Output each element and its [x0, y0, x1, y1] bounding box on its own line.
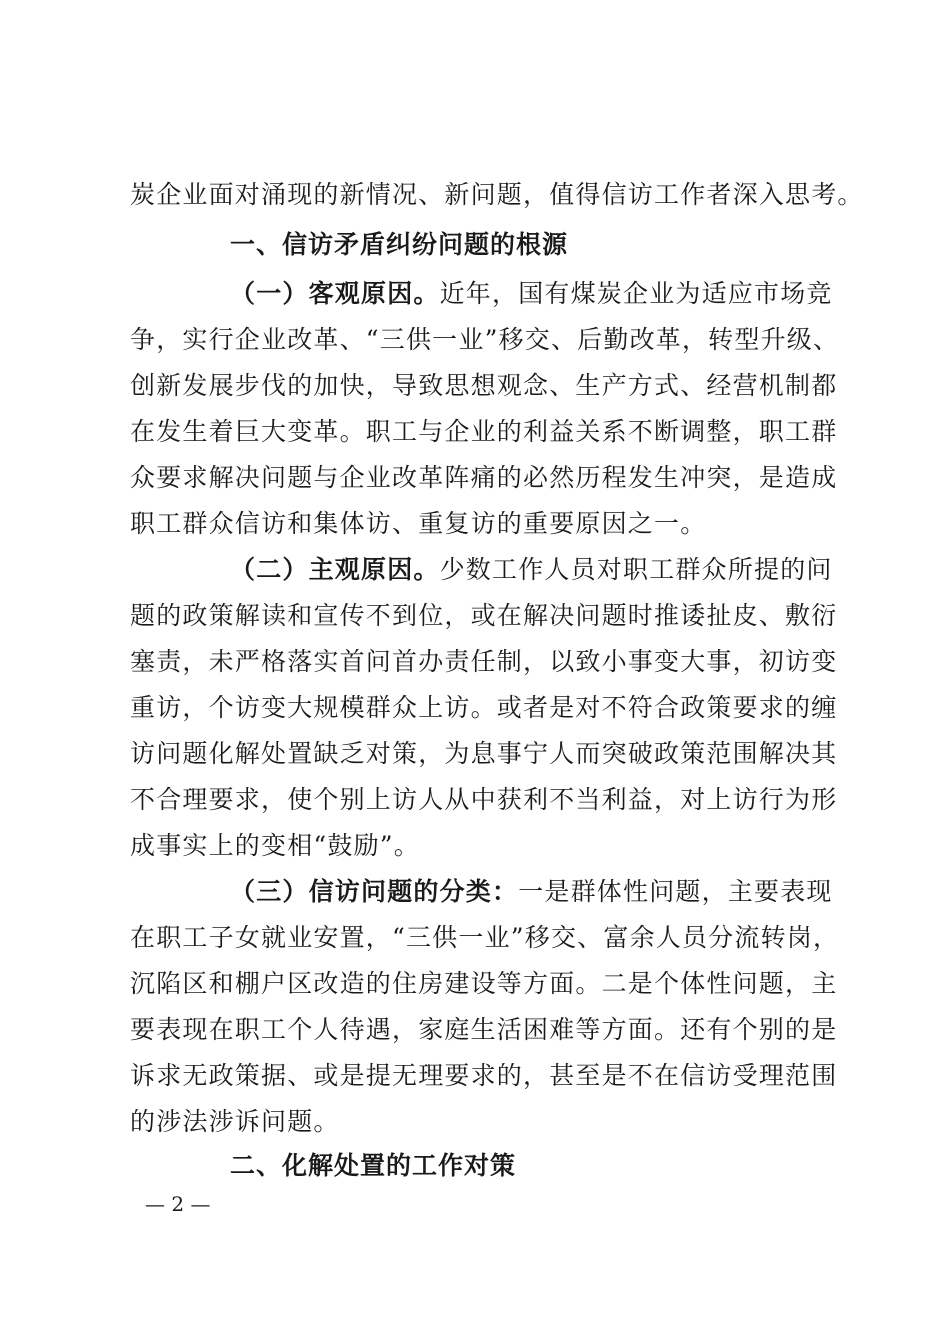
paragraph-2-line: 题的政策解读和宣传不到位，或在解决问题时推诿扯皮、敷衍: [130, 601, 838, 630]
paragraph-3-line: 一是群体性问题，主要表现: [518, 877, 833, 906]
paragraph-2-line: 成事实上的变相“鼓励”。: [130, 831, 420, 860]
paragraph-1-first-line: [230, 276, 833, 312]
paragraph-2-line: 塞责，未严格落实首问首办责任制，以致小事变大事，初访变: [130, 647, 838, 676]
paragraph-1-line: 众要求解决问题与企业改革阵痛的必然历程发生冲突，是造成: [130, 463, 838, 492]
intro-line: 炭企业面对涌现的新情况、新问题，值得信访工作者深入思考。: [130, 180, 864, 209]
paragraph-1-line: 在发生着巨大变革。职工与企业的利益关系不断调整，职工群: [130, 417, 838, 446]
paragraph-1-subheading: （一）客观原因。: [230, 279, 440, 308]
paragraph-3-line: 在职工子女就业安置，“三供一业”移交、富余人员分流转岗，: [130, 923, 840, 952]
paragraph-3-line: 诉求无政策据、或是提无理要求的，甚至是不在信访受理范围: [130, 1061, 838, 1090]
paragraph-3-subheading: （三）信访问题的分类：: [230, 877, 519, 906]
paragraph-2-first-line: [230, 552, 833, 588]
paragraph-3-first-line: [230, 874, 833, 910]
paragraph-1-line: 职工群众信访和集体访、重复访的重要原因之一。: [130, 509, 707, 538]
paragraph-2-subheading: （二）主观原因。: [230, 555, 440, 584]
paragraph-2-line: 少数工作人员对职工群众所提的问: [439, 555, 833, 584]
section-2-heading: 二、化解处置的工作对策: [230, 1151, 517, 1180]
paragraph-3-line: 的涉法涉诉问题。: [130, 1107, 340, 1136]
paragraph-2-line: 重访，个访变大规模群众上访。或者是对不符合政策要求的缠: [130, 693, 838, 722]
paragraph-2-line: 访问题化解处置缺乏对策，为息事宁人而突破政策范围解决其: [130, 739, 838, 768]
paragraph-3-line: 要表现在职工个人待遇，家庭生活困难等方面。还有个别的是: [130, 1015, 838, 1044]
paragraph-3-line: 沉陷区和棚户区改造的住房建设等方面。二是个体性问题，主: [130, 969, 838, 998]
page-number: — 2 —: [145, 1192, 211, 1216]
paragraph-1-line: 争，实行企业改革、“三供一业”移交、后勤改革，转型升级、: [130, 325, 840, 354]
paragraph-1-line: 创新发展步伐的加快，导致思想观念、生产方式、经营机制都: [130, 371, 838, 400]
paragraph-1-line: 近年，国有煤炭企业为适应市场竞: [439, 279, 833, 308]
paragraph-2-line: 不合理要求，使个别上访人从中获利不当利益，对上访行为形: [130, 785, 838, 814]
section-1-heading: 一、信访矛盾纠纷问题的根源: [230, 230, 569, 259]
